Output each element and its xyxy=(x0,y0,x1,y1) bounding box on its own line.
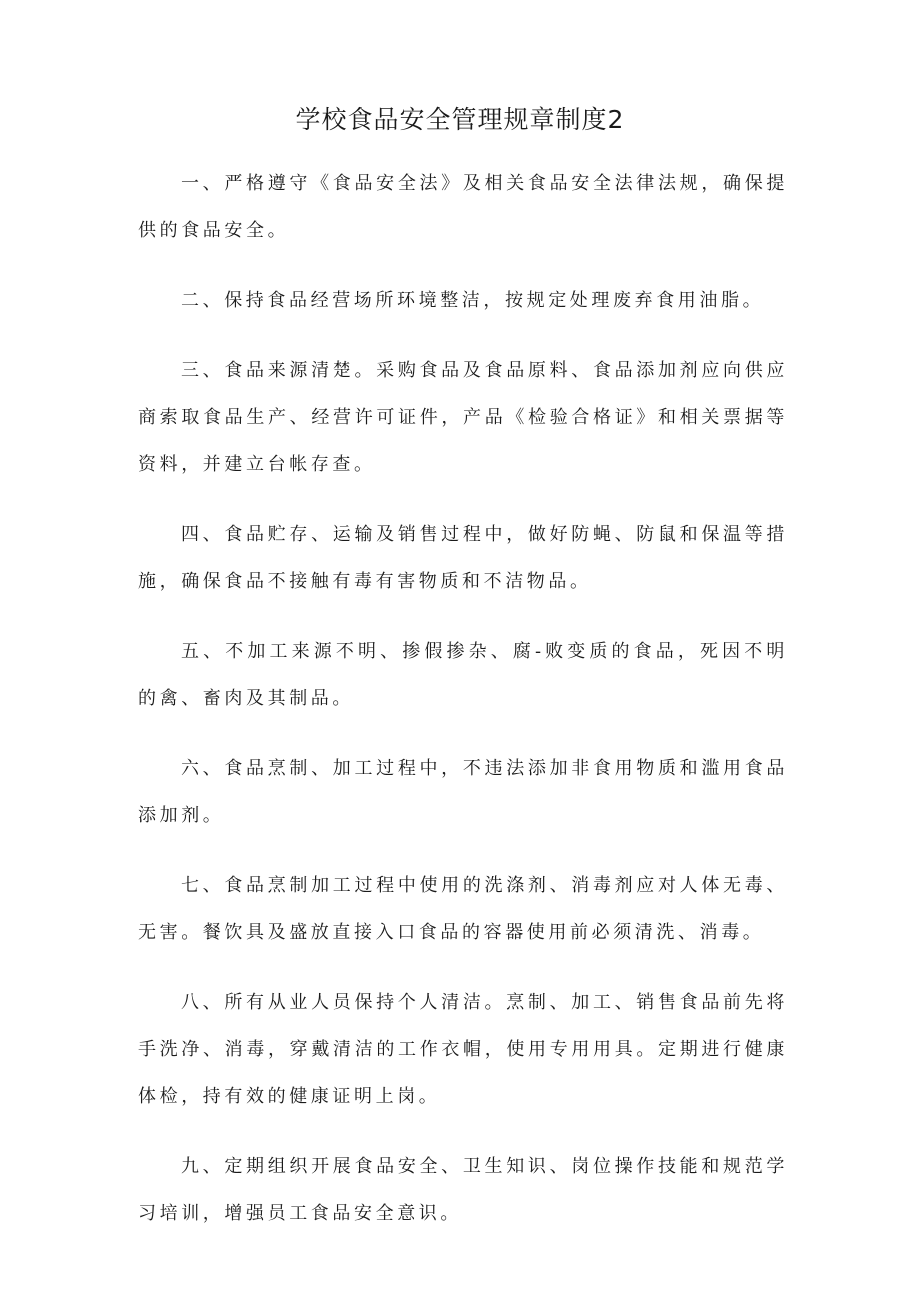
document-title: 学校食品安全管理规章制度2 xyxy=(295,105,625,134)
paragraph-8: 八、所有从业人员保持个人清洁。烹制、加工、销售食品前先将手洗净、消毒，穿戴清洁的工作衣帽，使用专用用具。定期进行健康体检，持有效的健康证明上岗。 xyxy=(138,992,788,1107)
paragraph-1: 一、严格遵守《食品安全法》及相关食品安全法律法规，确保提供的食品安全。 xyxy=(138,173,788,241)
paragraph-5: 五、不加工来源不明、掺假掺杂、腐-败变质的食品，死因不明的禽、畜肉及其制品。 xyxy=(138,641,788,709)
document-body xyxy=(138,160,788,1260)
paragraph-4: 四、食品贮存、运输及销售过程中，做好防蝇、防鼠和保温等措施，确保食品不接触有毒有害物质和不洁物品。 xyxy=(138,524,788,592)
paragraph-7: 七、食品烹制加工过程中使用的洗涤剂、消毒剂应对人体无毒、无害。餐饮具及盛放直接入口食品的容器使用前必须清洗、消毒。 xyxy=(138,875,788,943)
paragraph-2: 二、保持食品经营场所环境整洁，按规定处理废弃食用油脂。 xyxy=(181,290,765,311)
paragraph-6: 六、食品烹制、加工过程中，不违法添加非食用物质和滥用食品添加剂。 xyxy=(138,758,788,826)
paragraph-3: 三、食品来源清楚。采购食品及食品原料、食品添加剂应向供应商索取食品生产、经营许可证件，产品《检验合格证》和相关票据等资料，并建立台帐存查。 xyxy=(138,360,788,475)
paragraph-9: 九、定期组织开展食品安全、卫生知识、岗位操作技能和规范学习培训，增强员工食品安全意识。 xyxy=(138,1156,788,1224)
